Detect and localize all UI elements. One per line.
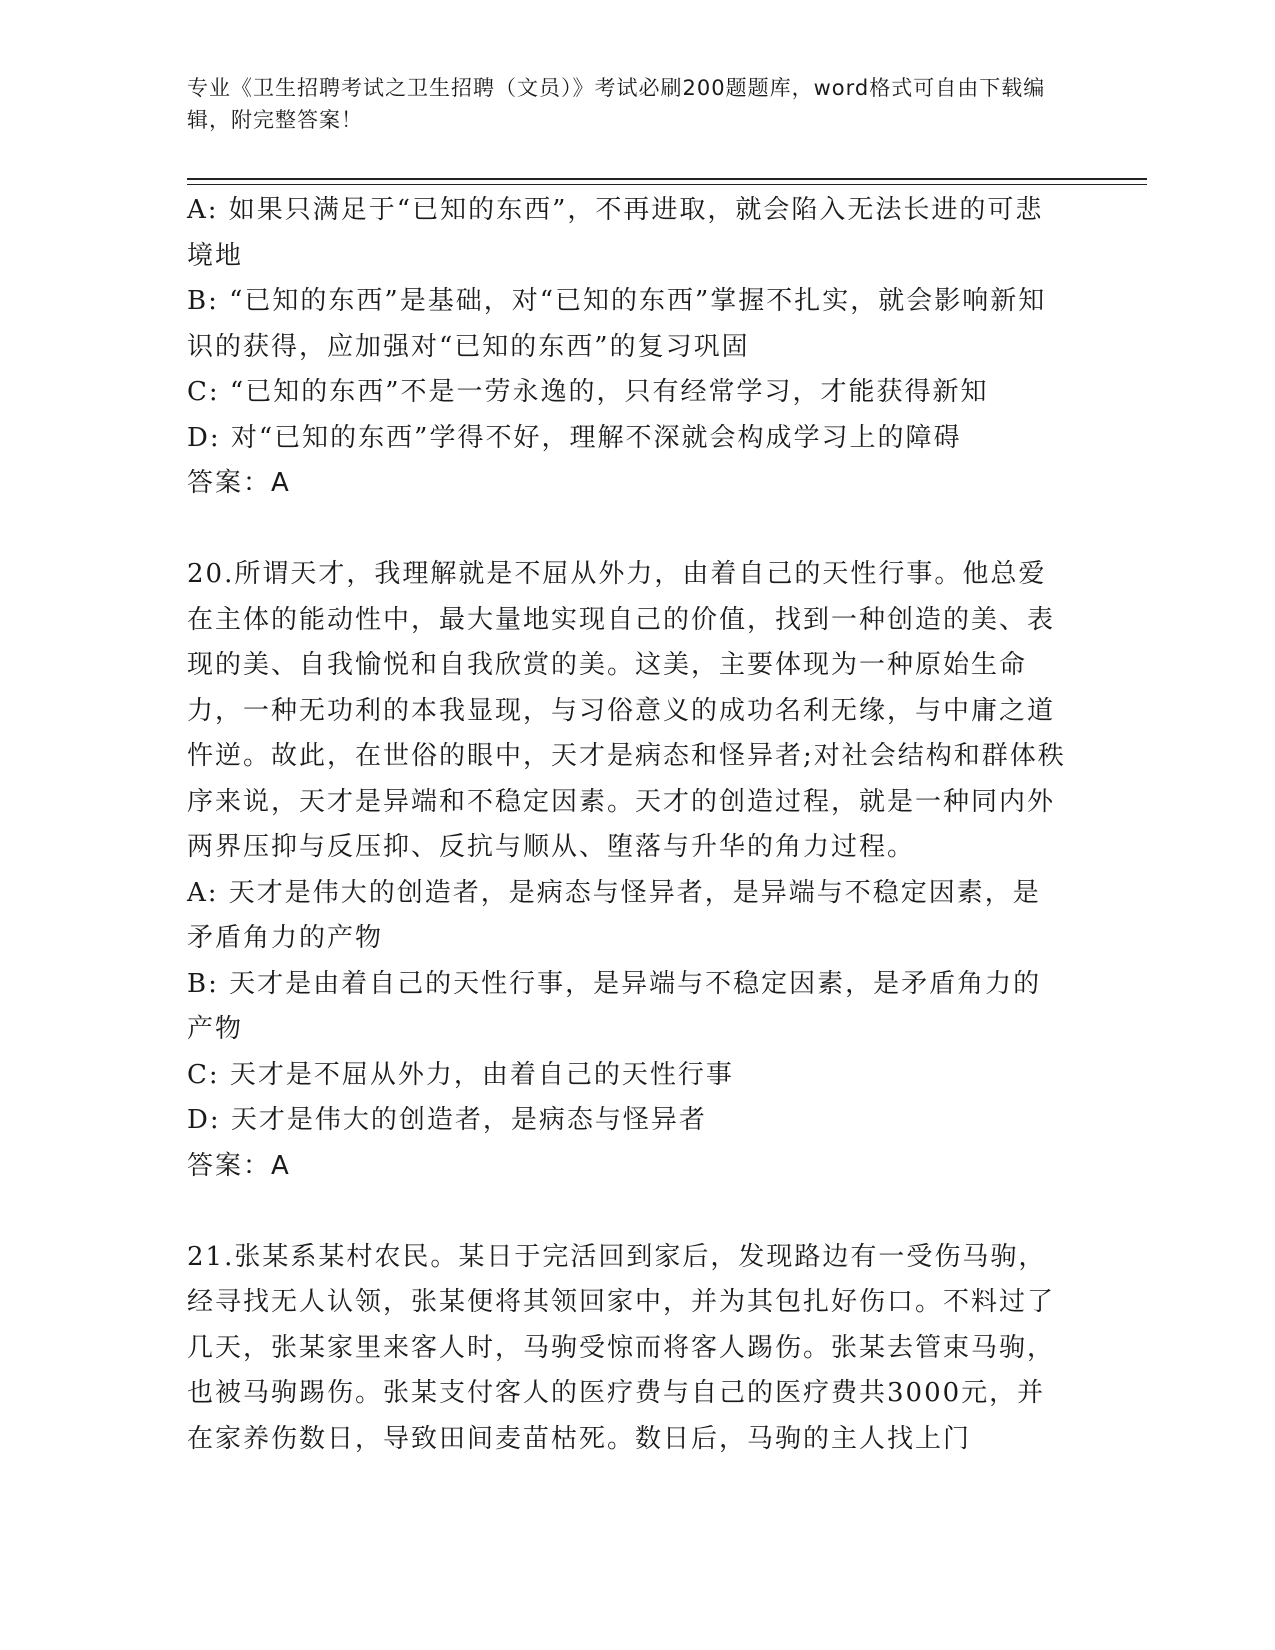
option-d: D: 对“已知的东西”学得不好，理解不深就会构成学习上的障碍 (187, 422, 962, 453)
question-21 (187, 1235, 1067, 1463)
spacer (187, 1189, 1067, 1235)
option-c: C: 天才是不屈从外力，由着自己的天性行事 (187, 1059, 734, 1090)
question-stem: 21.张某系某村农民。某日于完活回到家后，发现路边有一受伤马驹，经寻找无人认领，张某便将其领回家中，并为其包扎好伤口。不料过了几天，张某家里来客人时，马驹受惊而将客人踢伤。张某去管束马驹，也被马驹踢伤。张某支付客人的医疗费与自己的医疗费共3000元，并在家养伤数日，导致田间麦苗枯死。数日后，马驹的主人找上门 (187, 1241, 1056, 1454)
document-body (187, 188, 1067, 1462)
option-a: A: 天才是伟大的创造者，是病态与怪异者，是异端与不稳定因素，是矛盾角力的产物 (187, 877, 1041, 953)
option-c: C: “已知的东西”不是一劳永逸的，只有经常学习，才能获得新知 (187, 377, 989, 407)
option-b: B: 天才是由着自己的天性行事，是异端与不稳定因素，是矛盾角力的产物 (187, 968, 1042, 1044)
header-divider-thick (187, 178, 1147, 180)
option-b: B: “已知的东西”是基础，对“已知的东西”掌握不扎实，就会影响新知识的获得，应加强对“已知的东西”的复习巩固 (187, 286, 1047, 362)
answer: 答案：A (187, 468, 291, 498)
document-header: 专业《卫生招聘考试之卫生招聘（文员）》考试必刷200题题库，word格式可自由下载编辑，附完整答案！ (187, 76, 1046, 132)
option-a: A: 如果只满足于“已知的东西”，不再进取，就会陷入无法长进的可悲境地 (187, 195, 1044, 271)
question-19 (187, 188, 1067, 507)
question-20 (187, 552, 1067, 1189)
header-divider-thin (187, 184, 1147, 185)
spacer (187, 507, 1067, 553)
question-stem: 20.所谓天才，我理解就是不屈从外力，由着自己的天性行事。他总爱在主体的能动性中，最大量地实现自己的价值，找到一种创造的美、表现的美、自我愉悦和自我欣赏的美。这美，主要体现为一种原始生命力，一种无功利的本我显现，与习俗意义的成功名利无缘，与中庸之道忤逆。故此，在世俗的眼中，天才是病态和怪异者;对社会结构和群体秩序来说，天才是异端和不稳定因素。天才的创造过程，就是一种同内外两界压抑与反压抑、反抗与顺从、堕落与升华的角力过程。 (187, 559, 1066, 862)
answer: 答案：A (187, 1150, 291, 1181)
option-d: D: 天才是伟大的创造者，是病态与怪异者 (187, 1105, 707, 1135)
